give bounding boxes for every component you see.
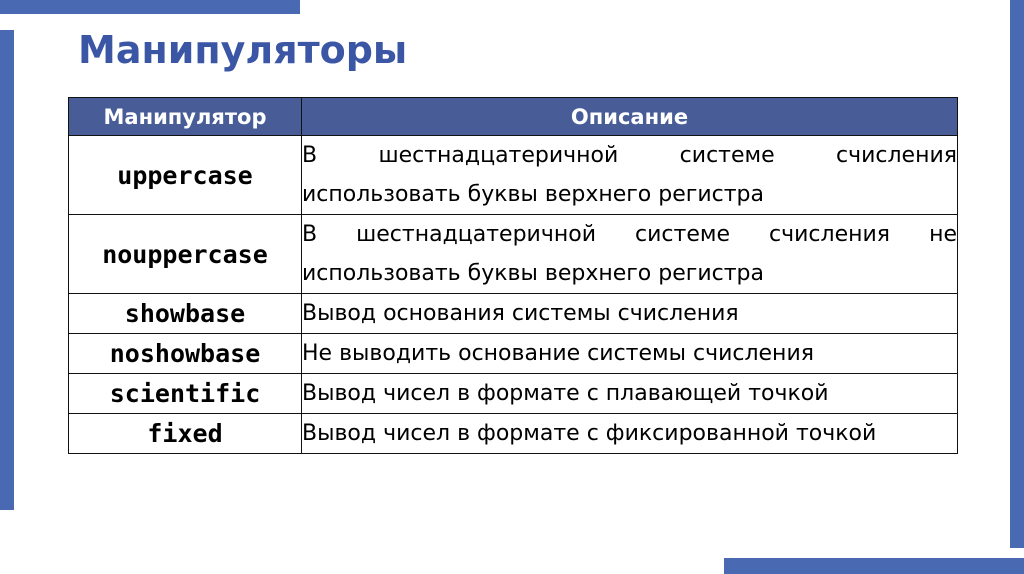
manipulator-name: noshowbase [69, 334, 302, 374]
manipulator-name: fixed [69, 414, 302, 454]
top-accent-bar [0, 0, 300, 14]
manipulator-name: scientific [69, 374, 302, 414]
left-accent-bar [0, 30, 14, 510]
manipulator-name: nouppercase [69, 215, 302, 294]
manipulator-name: showbase [69, 294, 302, 334]
table-row [69, 414, 958, 454]
manipulator-description: Вывод основания системы счисления [302, 294, 958, 334]
manipulator-description: В шестнадцатеричной системе счисления не использовать буквы верхнего регистра [302, 215, 958, 294]
manipulator-description: В шестнадцатеричной системе счисления использовать буквы верхнего регистра [302, 136, 958, 215]
manipulator-description: Вывод чисел в формате с плавающей точкой [302, 374, 958, 414]
column-header-description: Описание [302, 98, 958, 136]
table-row [69, 136, 958, 215]
table-row [69, 334, 958, 374]
right-accent-bar [1010, 0, 1024, 548]
column-header-manipulator: Манипулятор [69, 98, 302, 136]
table-header-row [69, 98, 958, 136]
table-row [69, 215, 958, 294]
manipulator-name: uppercase [69, 136, 302, 215]
bottom-accent-bar [724, 558, 1024, 574]
manipulator-description: Не выводить основание системы счисления [302, 334, 958, 374]
table-row [69, 294, 958, 334]
slide-title: Манипуляторы [78, 28, 408, 72]
table-row [69, 374, 958, 414]
manipulator-description: Вывод чисел в формате с фиксированной точкой [302, 414, 958, 454]
manipulators-table [68, 97, 958, 454]
